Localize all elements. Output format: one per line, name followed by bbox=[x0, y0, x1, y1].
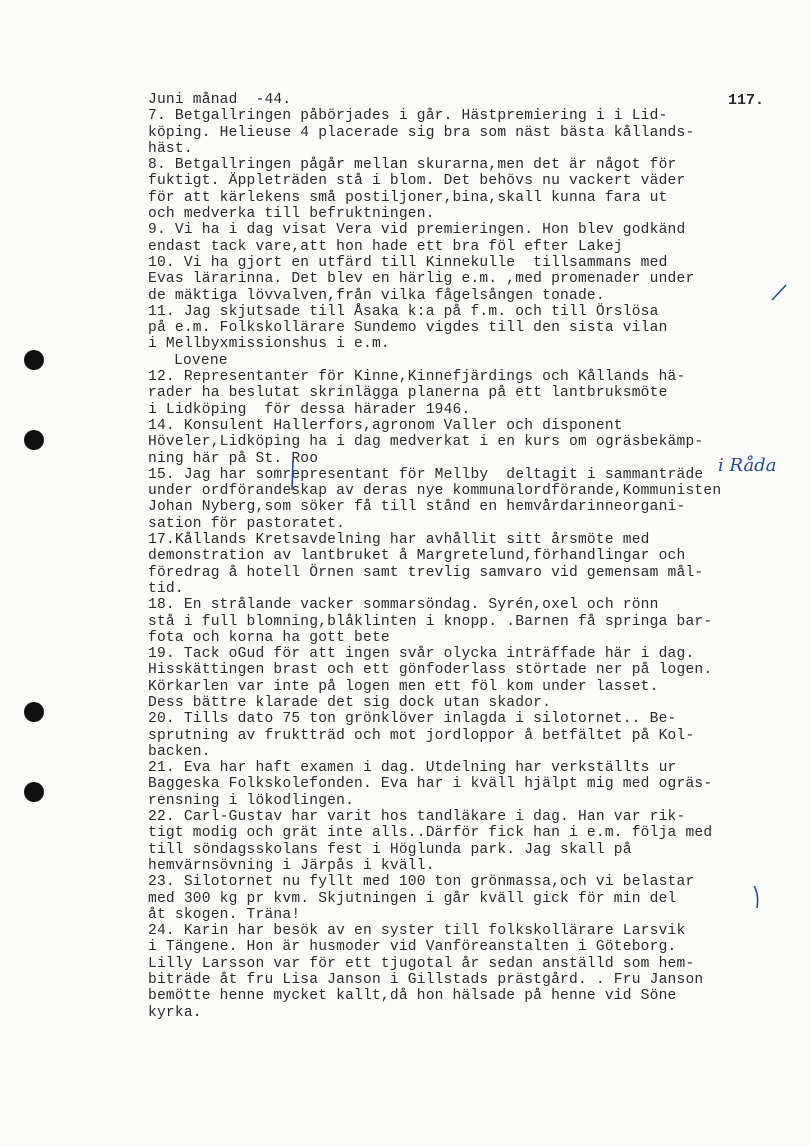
text-line: 11. Jag skjutsade till Åsaka k:a på f.m. och till Örslösa bbox=[148, 303, 659, 320]
handwritten-annotation: i Råda bbox=[718, 455, 777, 476]
text-line: med 300 kg pr kvm. Skjutningen i går kväll gick för min del bbox=[148, 890, 677, 907]
text-line: 21. Eva har haft examen i dag. Utdelning har verkställts ur bbox=[148, 760, 677, 777]
text-line: sation för pastoratet. bbox=[148, 515, 346, 532]
page-number: 117. bbox=[728, 92, 765, 109]
text-line: Lilly Larsson var för ett tjugotal år sedan anställd som hem- bbox=[148, 955, 695, 972]
text-line: häst. bbox=[148, 140, 193, 157]
text-line: till söndagsskolans fest i Höglunda park. Jag skall på bbox=[148, 841, 632, 858]
text-line: 15. Jag har somrepresentant för Mellby deltagit i sammanträde bbox=[148, 466, 704, 483]
text-line: ning här på St. Roo bbox=[148, 450, 319, 467]
text-line: Körkarlen var inte på logen men ett föl kom under lasset. bbox=[148, 678, 659, 695]
text-line: 23. Silotornet nu fyllt med 100 ton grönmassa,och vi belastar bbox=[148, 874, 695, 891]
text-line: hemvärnsövning i Järpås i kväll. bbox=[148, 857, 435, 874]
text-line: backen. bbox=[148, 743, 211, 760]
text-line: Höveler,Lidköping ha i dag medverkat i en kurs om ogräsbekämp- bbox=[148, 434, 704, 451]
text-line: föredrag å hotell Örnen samt trevlig samvaro vid gemensam mål- bbox=[148, 564, 704, 581]
text-line: Baggeska Folkskolefonden. Eva har i kväll hjälpt mig med ogräs- bbox=[148, 776, 713, 793]
punch-hole bbox=[24, 350, 44, 370]
text-line bbox=[148, 353, 788, 369]
text-line: 24. Karin har besök av en syster till folkskollärare Larsvik bbox=[148, 923, 686, 940]
text-line: 22. Carl-Gustav har varit hos tandläkare i dag. Han var rik- bbox=[148, 809, 686, 826]
text-line: Johan Nyberg,som söker få till stånd en hemvårdarinneorgani- bbox=[148, 499, 686, 516]
text-line: Juni månad -44. bbox=[148, 92, 292, 108]
pen-slash-mark bbox=[768, 282, 790, 304]
text-line: 8. Betgallringen pågår mellan skurarna,men det är något för bbox=[148, 157, 677, 174]
text-line: i Lidköping för dessa härader 1946. bbox=[148, 401, 471, 418]
text-line: sprutning av fruktträd och mot jordloppor å betfältet på Kol- bbox=[148, 727, 695, 744]
text-line: 20. Tills dato 75 ton grönklöver inlagda i silotornet.. Be- bbox=[148, 711, 677, 728]
text-line: 17.Kållands Kretsavdelning har avhållit sitt årsmöte med bbox=[148, 532, 650, 549]
text-line: 7. Betgallringen påbörjades i går. Hästpremiering i i Lid- bbox=[148, 108, 668, 125]
text-line: 14. Konsulent Hallerfors,agronom Valler och disponent bbox=[148, 417, 623, 434]
diary-text bbox=[148, 92, 788, 1021]
text-line: åt skogen. Träna! bbox=[148, 906, 301, 923]
pen-insertion-mark bbox=[286, 458, 300, 492]
punch-hole bbox=[24, 430, 44, 450]
text-line: 9. Vi ha i dag visat Vera vid premieringen. Hon blev godkänd bbox=[148, 222, 686, 239]
text-line: och medverka till befruktningen. bbox=[148, 206, 435, 223]
text-line: 18. En strålande vacker sommarsöndag. Syrén,oxel och rönn bbox=[148, 597, 659, 614]
insertion-lovene: Lovene bbox=[174, 352, 228, 369]
text-line: 12. Representanter för Kinne,Kinnefjärdings och Kållands hä- bbox=[148, 369, 686, 386]
text-line: de mäktiga lövvalven,från vilka fågelsången tonade. bbox=[148, 287, 605, 304]
text-line: kyrka. bbox=[148, 1004, 202, 1021]
text-line: Hisskättingen brast och ett gönfoderlass störtade ner på logen. bbox=[148, 662, 713, 679]
text-line: Dess bättre klarade det sig dock utan skador. bbox=[148, 694, 552, 711]
text-line: bemötte henne mycket kallt,då hon hälsade på henne vid Söne bbox=[148, 988, 677, 1005]
pen-correction-mark bbox=[750, 884, 764, 910]
punch-hole bbox=[24, 782, 44, 802]
text-line: tigt modig och grät inte alls..Därför fick han i e.m. följa med bbox=[148, 825, 713, 842]
text-line: köping. Helieuse 4 placerade sig bra som näst bästa kållands- bbox=[148, 124, 695, 141]
text-line: 19. Tack oGud för att ingen svår olycka inträffade här i dag. bbox=[148, 646, 695, 663]
text-line: stå i full blomning,blåklinten i knopp. .Barnen få springa bar- bbox=[148, 613, 713, 630]
punch-hole bbox=[24, 702, 44, 722]
text-line: i Mellbyxmissionshus i e.m. bbox=[148, 336, 390, 353]
text-line: under ordförandeskap av deras nye kommunalordförande,Kommunisten bbox=[148, 483, 722, 500]
text-line: endast tack vare,att hon hade ett bra föl efter Lakej bbox=[148, 238, 623, 255]
text-line: biträde åt fru Lisa Janson i Gillstads prästgård. . Fru Janson bbox=[148, 972, 704, 989]
text-line: i Tängene. Hon är husmoder vid Vanföreanstalten i Göteborg. bbox=[148, 939, 677, 956]
text-line: 10. Vi ha gjort en utfärd till Kinnekulle tillsammans med bbox=[148, 254, 668, 271]
text-line: rader ha beslutat skrinlägga planerna på ett lantbruksmöte bbox=[148, 385, 668, 402]
text-line: Evas lärarinna. Det blev en härlig e.m. ,med promenader under bbox=[148, 271, 695, 288]
text-line: tid. bbox=[148, 580, 184, 597]
text-line: demonstration av lantbruket å Margretelund,förhandlingar och bbox=[148, 548, 686, 565]
text-line: fuktigt. Äppleträden stå i blom. Det behövs nu vackert väder bbox=[148, 173, 686, 190]
text-line: rensning i lökodlingen. bbox=[148, 792, 355, 809]
text-line: på e.m. Folkskollärare Sundemo vigdes till den sista vilan bbox=[148, 320, 668, 337]
text-line: för att kärlekens små postiljoner,bina,skall kunna fara ut bbox=[148, 189, 668, 206]
text-line: fota och korna ha gott bete bbox=[148, 629, 390, 646]
